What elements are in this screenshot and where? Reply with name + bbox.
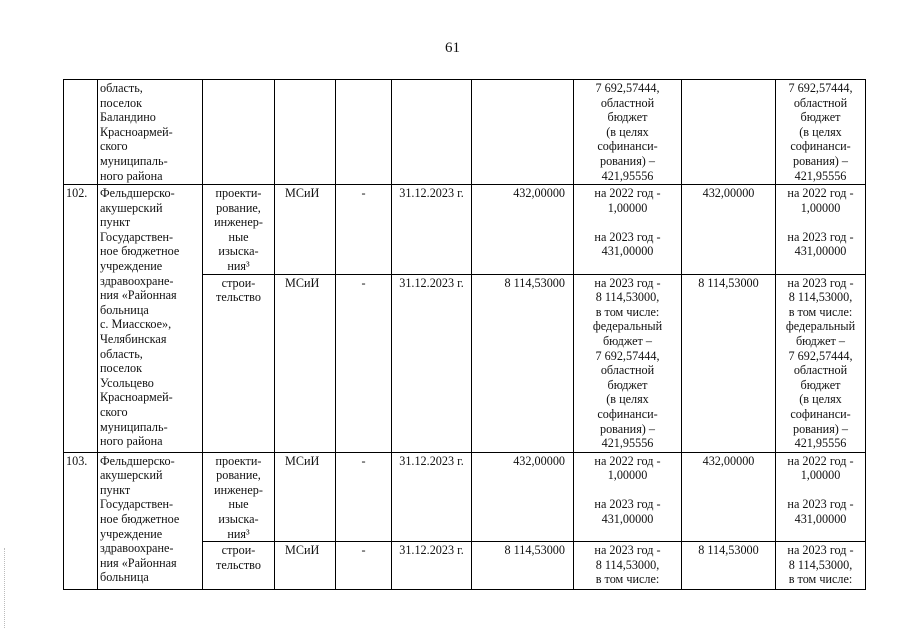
allocated-funding-breakdown: на 2022 год - 1,00000 на 2023 год - 431,00000 bbox=[776, 452, 866, 542]
capacity bbox=[336, 80, 392, 185]
funding-breakdown: на 2022 год - 1,00000 на 2023 год - 431,00000 bbox=[574, 185, 682, 275]
customer-code: МСиИ bbox=[275, 542, 336, 590]
funding-breakdown: на 2023 год - 8 114,53000, в том числе: bbox=[574, 542, 682, 590]
deadline: 31.12.2023 г. bbox=[392, 452, 472, 542]
allocated-cost: 8 114,53000 bbox=[682, 542, 776, 590]
funding-breakdown: на 2022 год - 1,00000 на 2023 год - 431,00000 bbox=[574, 452, 682, 542]
estimated-cost: 8 114,53000 bbox=[472, 542, 574, 590]
allocated-cost: 432,00000 bbox=[682, 185, 776, 275]
allocated-funding-breakdown: на 2022 год - 1,00000 на 2023 год - 431,00000 bbox=[776, 185, 866, 275]
capacity: - bbox=[336, 185, 392, 275]
customer-code: МСиИ bbox=[275, 452, 336, 542]
funding-breakdown: 7 692,57444, областной бюджет (в целях софинанси- рования) – 421,95556 bbox=[574, 80, 682, 185]
work-type bbox=[203, 80, 275, 185]
allocated-funding-breakdown: на 2023 год - 8 114,53000, в том числе: федеральный бюджет – 7 692,57444, областной бюджет (в целях софинанси- рования) – 421,95556 bbox=[776, 274, 866, 452]
estimated-cost: 432,00000 bbox=[472, 452, 574, 542]
table-row bbox=[64, 452, 866, 542]
customer-code: МСиИ bbox=[275, 185, 336, 275]
object-name: область, поселок Баландино Красноармей- ского муниципаль- ного района bbox=[98, 80, 203, 185]
deadline: 31.12.2023 г. bbox=[392, 274, 472, 452]
capacity: - bbox=[336, 452, 392, 542]
allocated-cost: 8 114,53000 bbox=[682, 274, 776, 452]
estimated-cost bbox=[472, 80, 574, 185]
allocated-cost bbox=[682, 80, 776, 185]
work-type: строи- тельство bbox=[203, 274, 275, 452]
investment-objects-table bbox=[63, 79, 866, 590]
object-name: Фельдшерско- акушерский пункт Государствен- ное бюджетное учреждение здравоохране- ния «Районная больница с. Миасское», Челябинская область, поселок Усольцево Красноармей- ского муниципаль- ного района bbox=[98, 185, 203, 453]
customer-code bbox=[275, 80, 336, 185]
allocated-funding-breakdown: 7 692,57444, областной бюджет (в целях софинанси- рования) – 421,95556 bbox=[776, 80, 866, 185]
customer-code: МСиИ bbox=[275, 274, 336, 452]
capacity: - bbox=[336, 542, 392, 590]
deadline: 31.12.2023 г. bbox=[392, 542, 472, 590]
scan-margin-marks bbox=[4, 548, 7, 628]
work-type: проекти- рование, инженер- ные изыска- ния³ bbox=[203, 452, 275, 542]
table-row bbox=[64, 185, 866, 275]
row-number: 103. bbox=[64, 452, 98, 590]
work-type: строи- тельство bbox=[203, 542, 275, 590]
deadline bbox=[392, 80, 472, 185]
page-number: 61 bbox=[445, 40, 460, 56]
table-row bbox=[64, 80, 866, 185]
estimated-cost: 8 114,53000 bbox=[472, 274, 574, 452]
allocated-funding-breakdown: на 2023 год - 8 114,53000, в том числе: bbox=[776, 542, 866, 590]
estimated-cost: 432,00000 bbox=[472, 185, 574, 275]
funding-breakdown: на 2023 год - 8 114,53000, в том числе: федеральный бюджет – 7 692,57444, областной бюджет (в целях софинанси- рования) – 421,95556 bbox=[574, 274, 682, 452]
row-number bbox=[64, 80, 98, 185]
capacity: - bbox=[336, 274, 392, 452]
deadline: 31.12.2023 г. bbox=[392, 185, 472, 275]
object-name: Фельдшерско- акушерский пункт Государствен- ное бюджетное учреждение здравоохране- ния «Районная больница bbox=[98, 452, 203, 590]
allocated-cost: 432,00000 bbox=[682, 452, 776, 542]
work-type: проекти- рование, инженер- ные изыска- ния³ bbox=[203, 185, 275, 275]
row-number: 102. bbox=[64, 185, 98, 453]
